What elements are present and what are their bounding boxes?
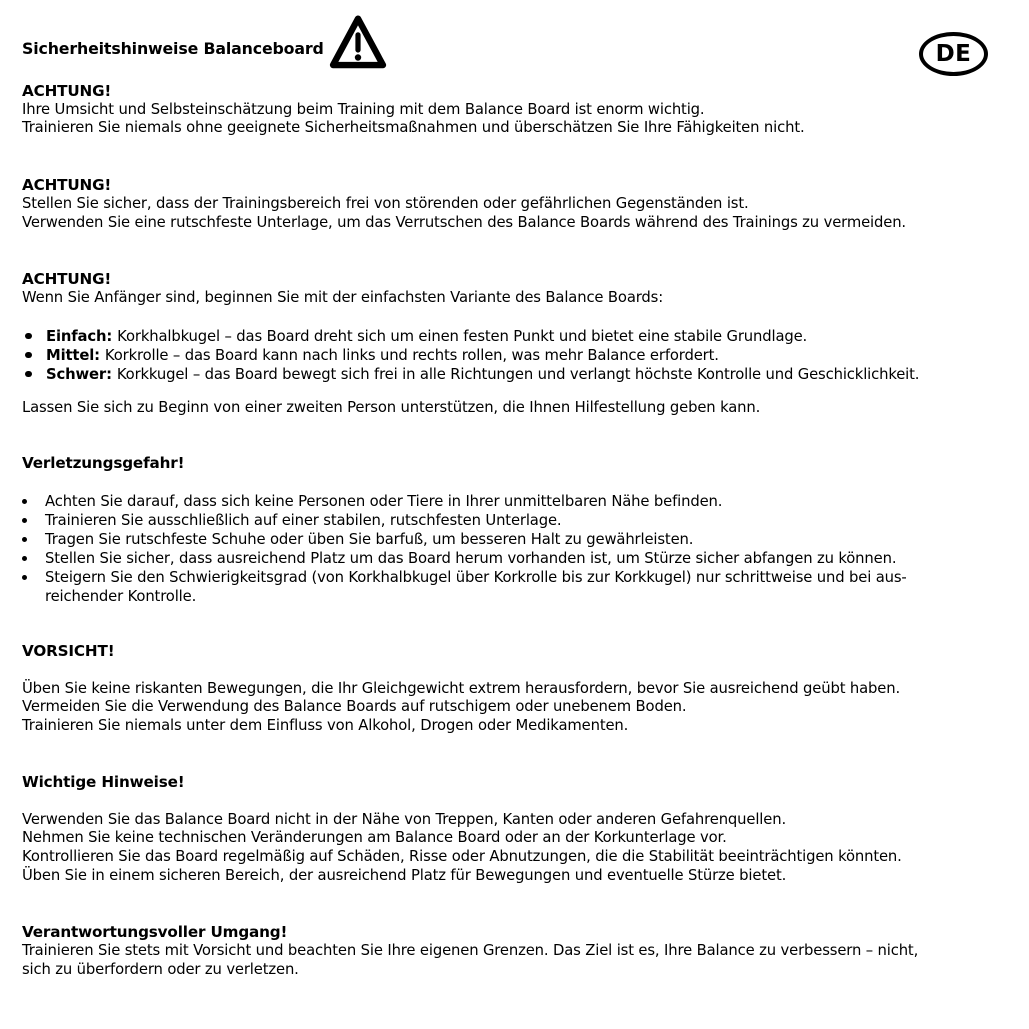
body-line: Kontrollieren Sie das Board regelmäßig auf Schäden, Risse oder Abnutzungen, die die Stabilität beeinträchtigen könnten. — [22, 847, 902, 865]
bullet-text: Tragen Sie rutschfeste Schuhe oder üben Sie barfuß, um besseren Halt zu gewährleisten. — [45, 531, 694, 549]
body-line: Wenn Sie Anfänger sind, beginnen Sie mit der einfachsten Variante des Balance Boards: — [22, 288, 664, 306]
section-heading: Verantwortungsvoller Umgang! — [22, 923, 288, 942]
bullet-text: Trainieren Sie ausschließlich auf einer stabilen, rutschfesten Unterlage. — [45, 512, 562, 530]
page-title: Sicherheitshinweise Balanceboard — [22, 39, 324, 58]
document-body — [22, 82, 1022, 979]
body-line: Üben Sie keine riskanten Bewegungen, die Ihr Gleichgewicht extrem herausfordern, bevor Sie ausreichend geübt haben. — [22, 679, 901, 697]
section-verantwortungsvoller-umgang — [22, 923, 1022, 979]
section-heading: Wichtige Hinweise! — [22, 772, 185, 791]
section-heading: ACHTUNG! — [22, 270, 112, 289]
section-heading: ACHTUNG! — [22, 176, 112, 195]
section-vorsicht — [22, 642, 1022, 736]
bullet-text: Steigern Sie den Schwierigkeitsgrad (von Korkhalbkugel über Korkrolle bis zur Korkkugel) nur schrittweise und bei aus- — [45, 569, 907, 587]
difficulty-list — [22, 327, 1022, 384]
bullet-icon — [22, 499, 45, 504]
list-item — [22, 568, 1022, 587]
body-line: Nehmen Sie keine technischen Veränderungen am Balance Board oder an der Korkunterlage vor. — [22, 829, 727, 847]
body-line: Stellen Sie sicher, dass der Trainingsbereich frei von störenden oder gefährlichen Gegenständen ist. — [22, 194, 749, 212]
body-line: Vermeiden Sie die Verwendung des Balance Boards auf rutschigem oder unebenem Boden. — [22, 698, 687, 716]
section-heading: VORSICHT! — [22, 642, 115, 661]
list-item — [22, 530, 1022, 549]
bullet-text: reichender Kontrolle. — [45, 588, 197, 606]
section-achtung-3 — [22, 270, 1022, 417]
bullet-label: Mittel: — [46, 346, 100, 364]
bullet-text: Korkrolle – das Board kann nach links und rechts rollen, was mehr Balance erfordert. — [104, 346, 719, 364]
section-verletzungsgefahr — [22, 454, 1022, 606]
list-item — [22, 365, 1022, 384]
section-wichtige-hinweise — [22, 773, 1022, 886]
bullet-text: Achten Sie darauf, dass sich keine Personen oder Tiere in Ihrer unmittelbaren Nähe befinden. — [45, 493, 723, 511]
bullet-icon — [22, 575, 45, 580]
section-heading: Verletzungsgefahr! — [22, 454, 185, 473]
bullet-icon — [22, 352, 46, 359]
bullet-label: Einfach: — [46, 327, 113, 345]
bullet-icon — [22, 371, 46, 378]
list-item — [22, 327, 1022, 346]
warning-triangle-icon — [329, 12, 387, 74]
section-achtung-2 — [22, 176, 1022, 232]
body-line: sich zu überfordern oder zu verletzen. — [22, 960, 299, 978]
injury-risk-list — [22, 492, 1022, 606]
list-item — [22, 549, 1022, 568]
list-item — [22, 346, 1022, 365]
section-achtung-1 — [22, 82, 1022, 138]
bullet-text: Korkkugel – das Board bewegt sich frei in alle Richtungen und verlangt höchste Kontrolle und Geschicklichkeit. — [116, 365, 920, 383]
bullet-icon — [22, 518, 45, 523]
body-line: Trainieren Sie niemals unter dem Einfluss von Alkohol, Drogen oder Medikamenten. — [22, 717, 629, 735]
body-line: Trainieren Sie niemals ohne geeignete Sicherheitsmaßnahmen und überschätzen Sie Ihre Fähigkeiten nicht. — [22, 119, 805, 137]
bullet-text: Korkhalbkugel – das Board dreht sich um einen festen Punkt und bietet eine stabile Grundlage. — [117, 327, 808, 345]
body-line: Verwenden Sie eine rutschfeste Unterlage, um das Verrutschen des Balance Boards während des Trainings zu vermeiden. — [22, 213, 906, 231]
bullet-label: Schwer: — [46, 365, 112, 383]
section-heading: ACHTUNG! — [22, 82, 112, 100]
bullet-icon — [22, 333, 46, 340]
body-line: Verwenden Sie das Balance Board nicht in der Nähe von Treppen, Kanten oder anderen Gefahrenquellen. — [22, 810, 787, 828]
body-line: Ihre Umsicht und Selbsteinschätzung beim Training mit dem Balance Board ist enorm wichtig. — [22, 100, 705, 118]
list-item-continuation — [22, 587, 1022, 606]
body-line: Lassen Sie sich zu Beginn von einer zweiten Person unterstützen, die Ihnen Hilfestellung geben kann. — [22, 398, 761, 416]
bullet-text: Stellen Sie sicher, dass ausreichend Platz um das Board herum vorhanden ist, um Stürze sicher abfangen zu können. — [45, 550, 897, 568]
list-item — [22, 511, 1022, 530]
language-badge: DE — [919, 32, 988, 76]
body-line: Trainieren Sie stets mit Vorsicht und beachten Sie Ihre eigenen Grenzen. Das Ziel ist es, Ihre Balance zu verbessern – nicht, — [22, 942, 919, 960]
body-line: Üben Sie in einem sicheren Bereich, der ausreichend Platz für Bewegungen und eventuelle Stürze bietet. — [22, 866, 787, 884]
list-item — [22, 492, 1022, 511]
bullet-icon — [22, 556, 45, 561]
bullet-icon — [22, 537, 45, 542]
